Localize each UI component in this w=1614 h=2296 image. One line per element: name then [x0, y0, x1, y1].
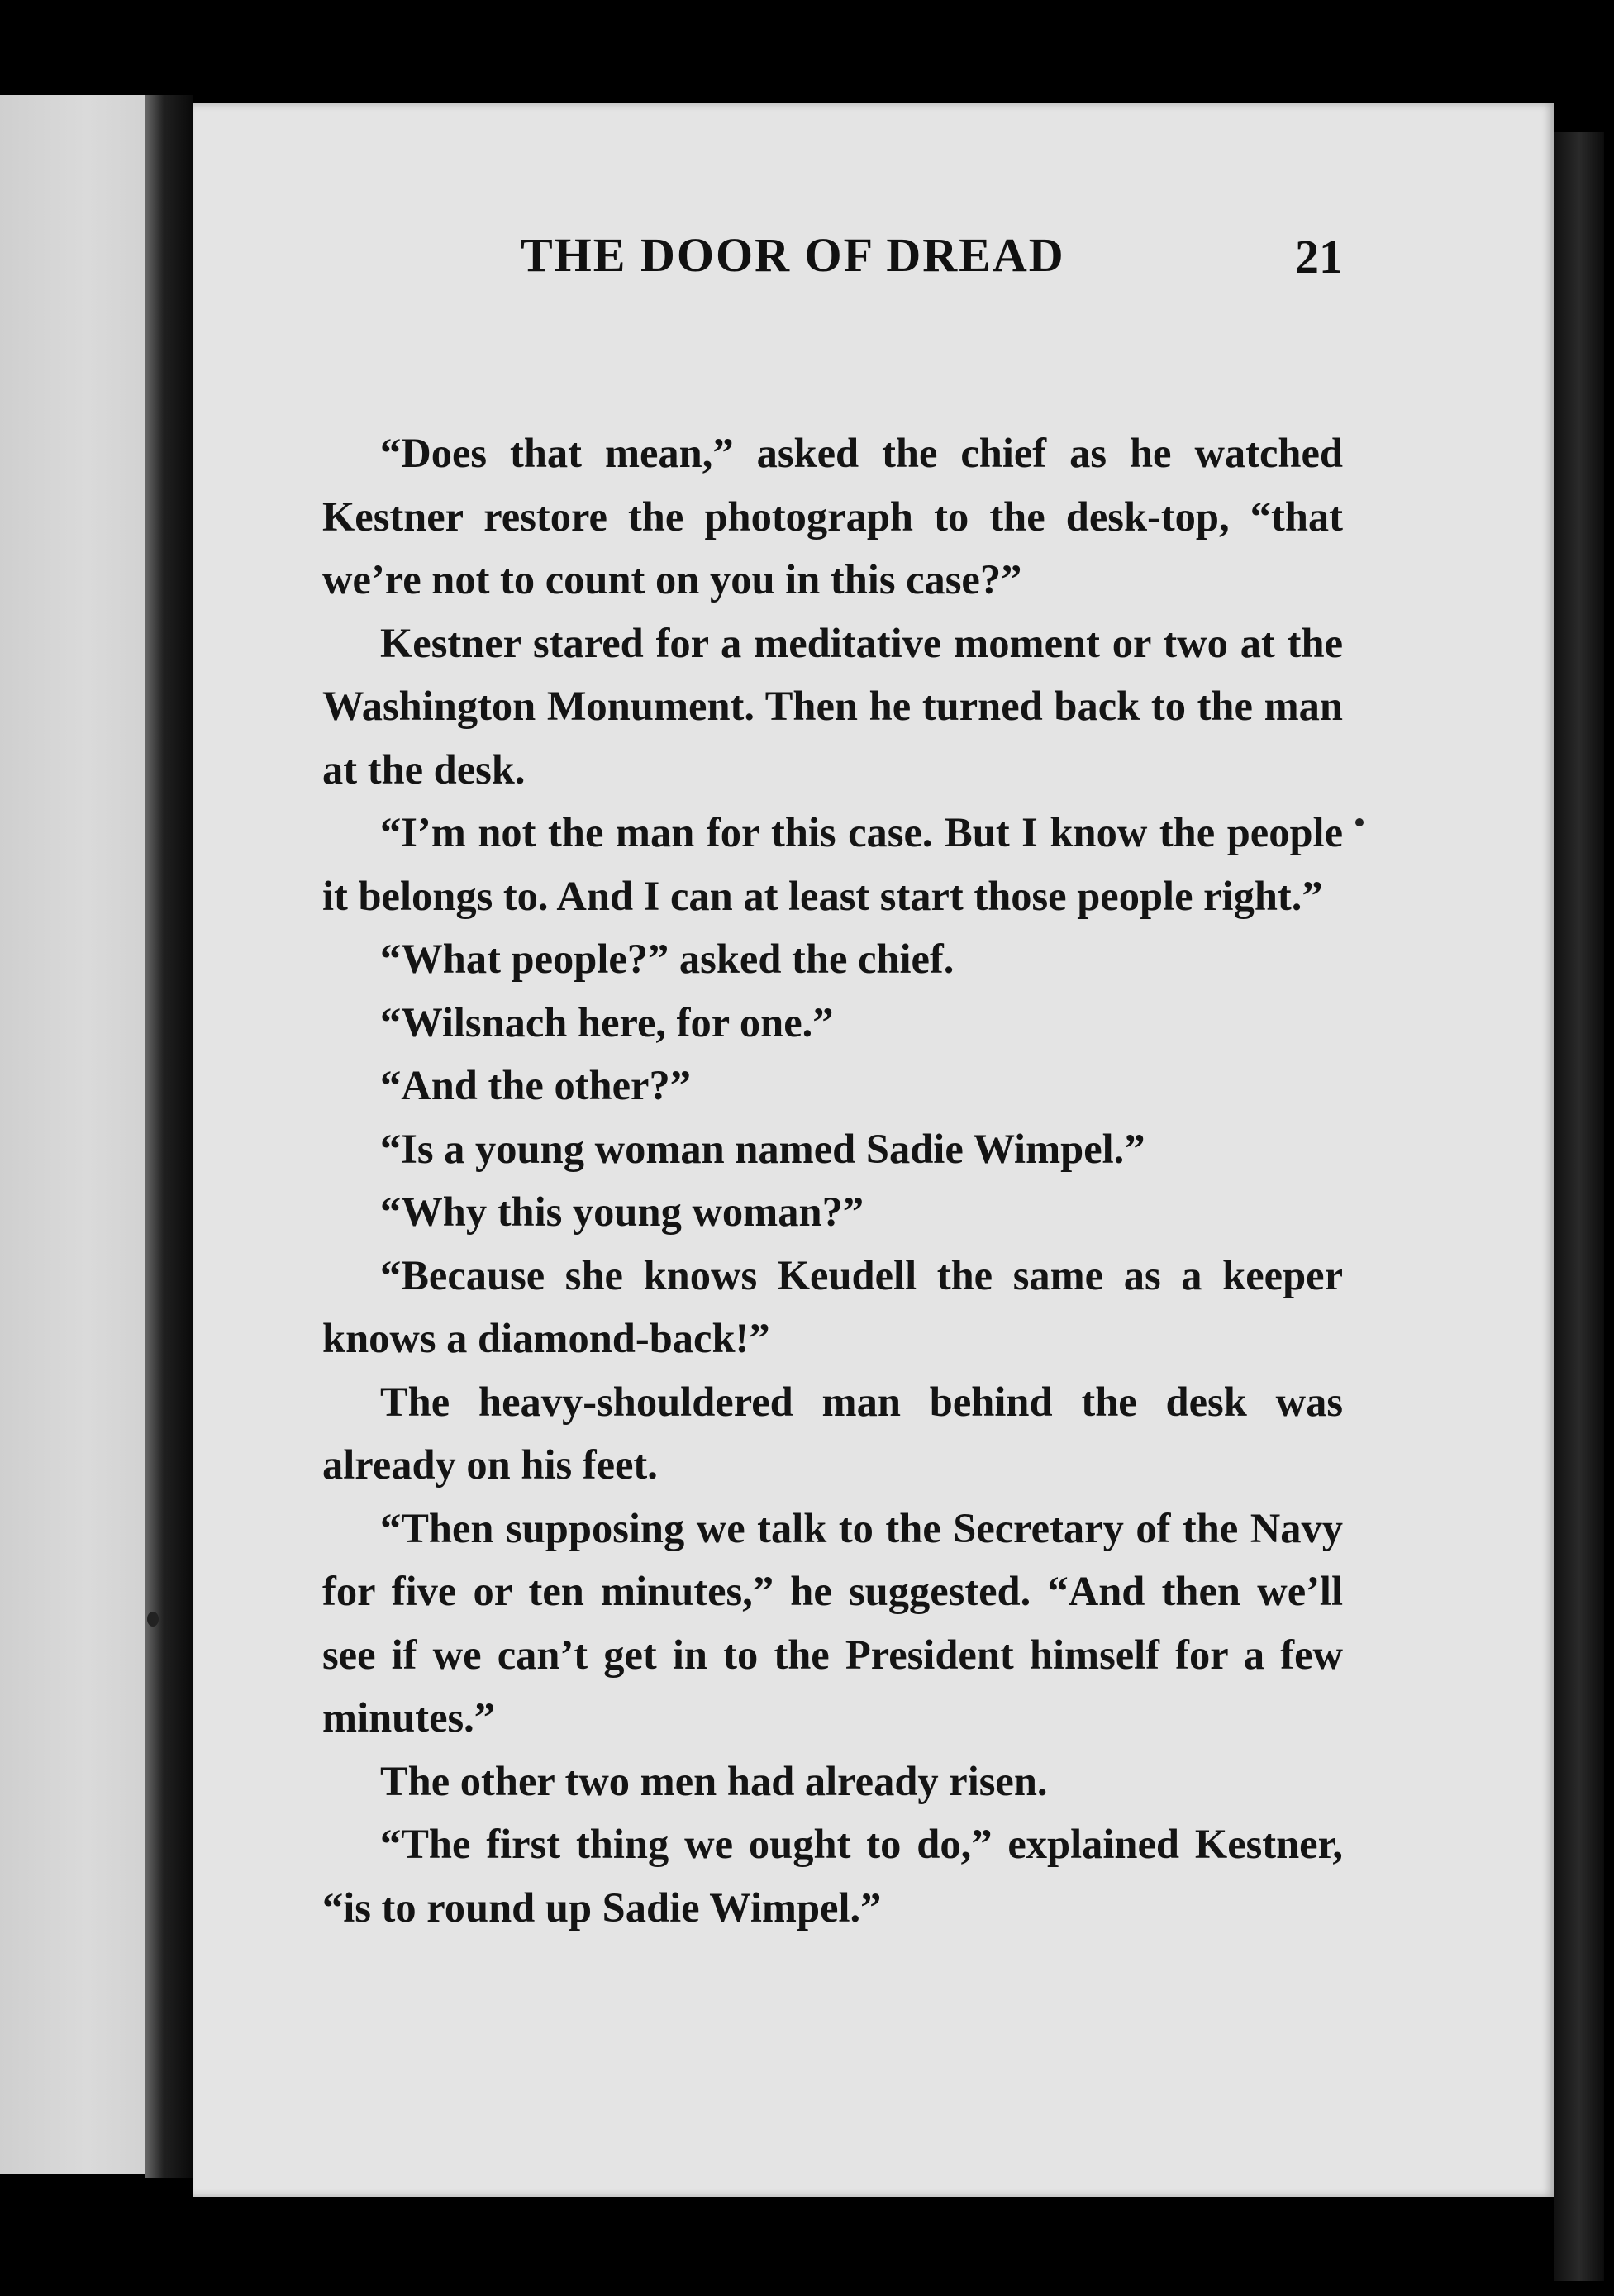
paragraph: “Why this young woman?” [380, 1188, 864, 1235]
paragraph: “Wilsnach here, for one.” [380, 998, 834, 1046]
page-edge-shadow [1554, 132, 1604, 2281]
paragraph: “I’m not the man for this case. But I know the people it belongs to. And I can at least start those people right.” [322, 809, 1343, 919]
paragraph: “The first thing we ought to do,” explained Kestner, “is to round up Sadie Wimpel.” [322, 1821, 1343, 1931]
scan-speck [1355, 818, 1364, 826]
paragraph: “What people?” asked the chief. [380, 936, 955, 982]
paragraph: The other two men had already risen. [380, 1757, 1048, 1804]
page-number: 21 [1295, 230, 1343, 283]
paragraph: “Then supposing we talk to the Secretary of the Navy for five or ten minutes,” he suggested. “And then we’ll see if we can’t get in to the President himself for a few minutes.” [322, 1504, 1343, 1741]
paragraph: The heavy-shouldered man behind the desk was already on his feet. [322, 1378, 1343, 1488]
book-gutter [145, 95, 193, 2178]
paragraph: “Is a young woman named Sadie Wimpel.” [380, 1125, 1145, 1172]
body-text [322, 422, 1343, 1939]
running-title: THE DOOR OF DREAD [521, 228, 1065, 282]
paragraph: Kestner stared for a meditative moment or two at the Washington Monument. Then he turned back to the man at the desk. [322, 619, 1343, 793]
paragraph: “And the other?” [380, 1062, 691, 1108]
page-header [347, 219, 1343, 293]
scan-speck [147, 1612, 159, 1627]
facing-page-edge [0, 95, 145, 2174]
paragraph: “Does that mean,” asked the chief as he watched Kestner restore the photograph to the desk-top, “that we’re not to count on you in this case?” [322, 430, 1343, 603]
paragraph: “Because she knows Keudell the same as a keeper knows a diamond-back!” [322, 1251, 1343, 1361]
